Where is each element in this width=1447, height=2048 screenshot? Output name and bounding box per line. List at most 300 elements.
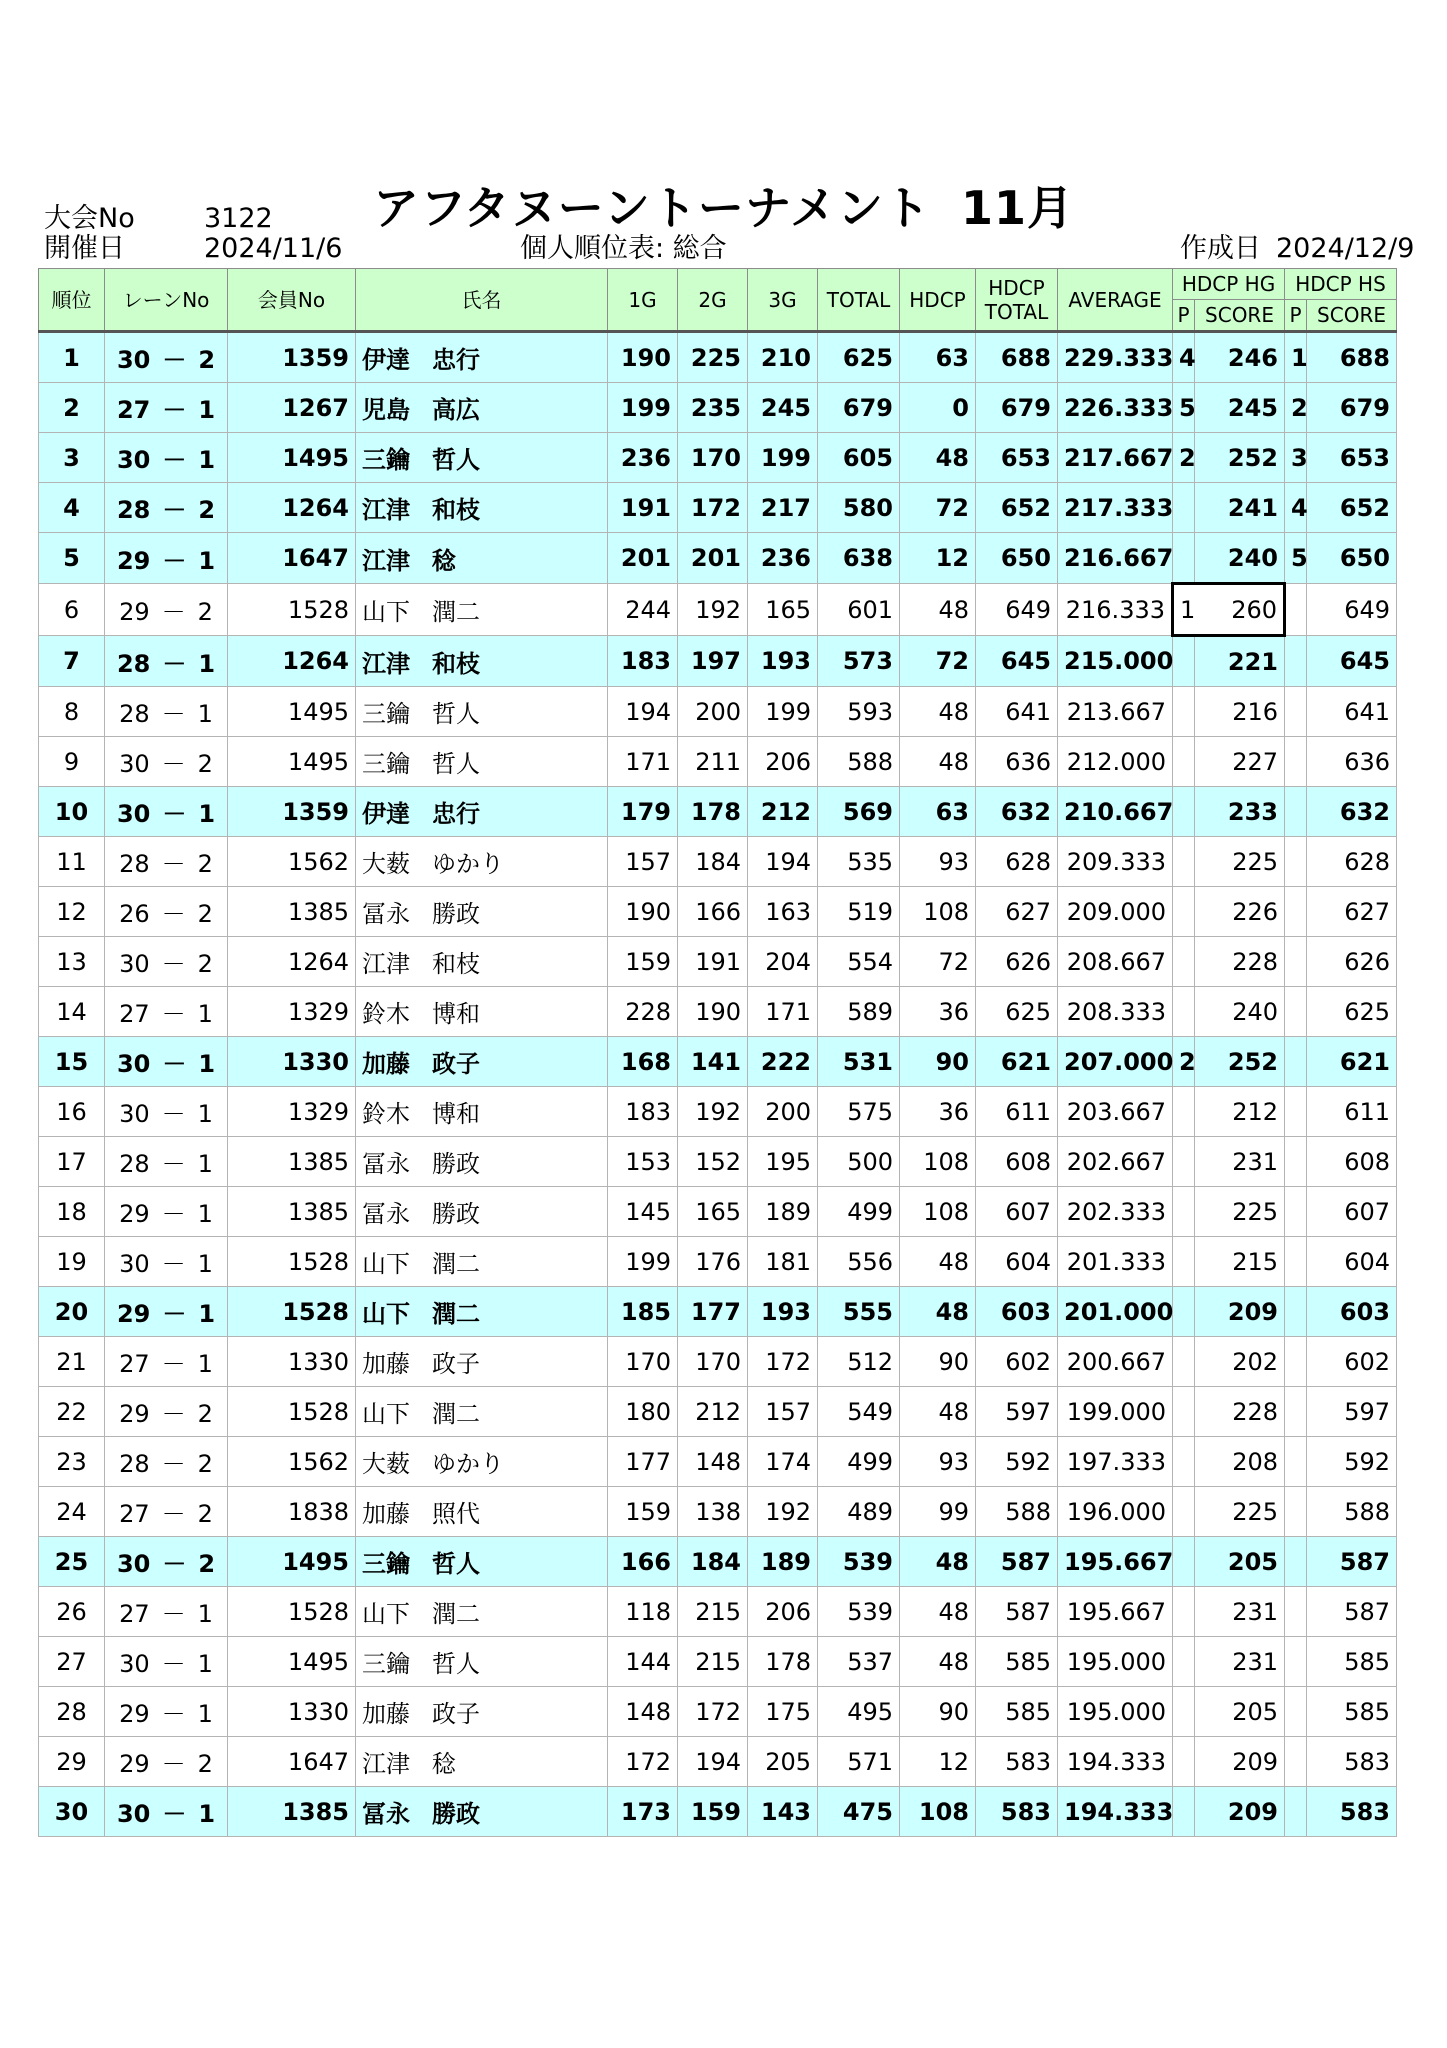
lane-separator: － <box>161 1650 186 1678</box>
hs-score-cell: 592 <box>1307 1437 1397 1487</box>
member-no-cell: 1647 <box>228 533 356 584</box>
lane-side: 2 <box>198 1550 216 1578</box>
event-date: 2024/11/6 <box>204 233 343 264</box>
name-cell <box>356 584 608 636</box>
hg-score-cell: 212 <box>1195 1087 1285 1137</box>
lane-side: 1 <box>198 800 216 828</box>
first-name: ゆかり <box>432 1450 504 1478</box>
lane-side: 1 <box>197 1000 213 1028</box>
name-cell <box>356 687 608 737</box>
average-cell: 195.000 <box>1058 1687 1173 1737</box>
first-name: 博和 <box>432 1000 480 1028</box>
total-cell: 679 <box>818 383 900 433</box>
member-no-cell: 1264 <box>228 636 356 687</box>
game3-cell: 194 <box>748 837 818 887</box>
lane-cell <box>105 332 228 383</box>
lane-side: 1 <box>198 396 216 424</box>
hs-place-cell: 2 <box>1285 383 1307 433</box>
lane-cell <box>105 1187 228 1237</box>
last-name: 山下 <box>362 1400 410 1428</box>
rank-cell: 8 <box>39 687 105 737</box>
col-hs-p: P <box>1285 300 1307 332</box>
hdcp-total-cell: 628 <box>976 837 1058 887</box>
hs-score-cell: 626 <box>1307 937 1397 987</box>
last-name: 江津 <box>362 546 410 575</box>
member-no-cell: 1495 <box>228 1637 356 1687</box>
name-cell <box>356 1687 608 1737</box>
rank-cell: 10 <box>39 787 105 837</box>
game2-cell: 235 <box>678 383 748 433</box>
hg-place-cell <box>1173 1487 1195 1537</box>
game1-cell: 183 <box>608 1087 678 1137</box>
game3-cell: 236 <box>748 533 818 584</box>
lane-separator: － <box>161 850 186 878</box>
game1-cell: 118 <box>608 1587 678 1637</box>
rank-cell: 17 <box>39 1137 105 1187</box>
name-cell <box>356 1787 608 1837</box>
hs-score-cell: 603 <box>1307 1287 1397 1337</box>
total-cell: 495 <box>818 1687 900 1737</box>
hdcp-total-cell: 626 <box>976 937 1058 987</box>
total-cell: 573 <box>818 636 900 687</box>
hg-place-cell: 5 <box>1173 383 1195 433</box>
game2-cell: 170 <box>678 1337 748 1387</box>
hg-score-cell: 231 <box>1195 1637 1285 1687</box>
lane-pair: 28 <box>119 850 150 878</box>
table-row <box>39 737 1397 787</box>
last-name: 伊達 <box>362 346 410 374</box>
event-no: 3122 <box>204 203 273 234</box>
lane-cell <box>105 887 228 937</box>
hg-place-cell <box>1173 837 1195 887</box>
member-no-cell: 1359 <box>228 787 356 837</box>
last-name: 江津 <box>362 649 410 678</box>
lane-pair: 30 <box>116 800 151 828</box>
hg-place-cell <box>1173 737 1195 787</box>
rank-cell: 30 <box>39 1787 105 1837</box>
hg-place-cell <box>1173 636 1195 687</box>
first-name: 潤二 <box>432 1250 480 1278</box>
average-cell: 200.667 <box>1058 1337 1173 1387</box>
lane-cell <box>105 383 228 433</box>
rank-cell: 4 <box>39 483 105 533</box>
name-cell <box>356 1737 608 1787</box>
hdcp-total-cell: 679 <box>976 383 1058 433</box>
hg-place-cell <box>1173 1437 1195 1487</box>
hg-score-cell: 252 <box>1195 433 1285 483</box>
hg-score-cell: 225 <box>1195 1487 1285 1537</box>
game2-cell: 184 <box>678 837 748 887</box>
col-3g: 3G <box>748 269 818 332</box>
total-cell: 580 <box>818 483 900 533</box>
game1-cell: 190 <box>608 887 678 937</box>
hs-place-cell <box>1285 1337 1307 1387</box>
game1-cell: 190 <box>608 332 678 383</box>
created-date: 2024/12/9 <box>1276 233 1415 264</box>
last-name: 大薮 <box>362 1450 410 1478</box>
hg-place-cell <box>1173 1387 1195 1437</box>
lane-cell <box>105 1637 228 1687</box>
table-row <box>39 433 1397 483</box>
rank-cell: 7 <box>39 636 105 687</box>
game2-cell: 172 <box>678 483 748 533</box>
first-name: 勝政 <box>432 900 480 928</box>
total-cell: 605 <box>818 433 900 483</box>
lane-side: 2 <box>197 750 213 778</box>
hdcp-cell: 90 <box>900 1337 976 1387</box>
hg-score-cell: 226 <box>1195 887 1285 937</box>
rank-cell: 6 <box>39 584 105 636</box>
lane-separator: － <box>161 1200 186 1228</box>
hdcp-cell: 12 <box>900 1737 976 1787</box>
lane-cell <box>105 1137 228 1187</box>
lane-pair: 30 <box>116 1800 151 1828</box>
hs-score-cell: 583 <box>1307 1787 1397 1837</box>
lane-side: 1 <box>197 700 213 728</box>
average-cell: 226.333 <box>1058 383 1173 433</box>
lane-separator: － <box>161 1000 186 1028</box>
first-name: 潤二 <box>432 1600 480 1628</box>
name-cell <box>356 887 608 937</box>
game1-cell: 153 <box>608 1137 678 1187</box>
table-row <box>39 1537 1397 1587</box>
average-cell: 215.000 <box>1058 636 1173 687</box>
lane-separator: － <box>161 1450 186 1478</box>
hdcp-cell: 99 <box>900 1487 976 1537</box>
created-label: 作成日 <box>1180 233 1261 264</box>
lane-separator: － <box>161 1600 186 1628</box>
hdcp-total-cell: 649 <box>976 584 1058 636</box>
title-main: アフタヌーントーナメント <box>372 181 931 235</box>
name-cell <box>356 1537 608 1587</box>
hs-score-cell: 652 <box>1307 483 1397 533</box>
hdcp-cell: 93 <box>900 1437 976 1487</box>
game1-cell: 180 <box>608 1387 678 1437</box>
hs-place-cell <box>1285 1437 1307 1487</box>
table-row <box>39 1237 1397 1287</box>
hs-place-cell <box>1285 887 1307 937</box>
lane-cell <box>105 636 228 687</box>
hdcp-cell: 48 <box>900 1637 976 1687</box>
hs-score-cell: 628 <box>1307 837 1397 887</box>
lane-cell <box>105 1737 228 1787</box>
average-cell: 216.667 <box>1058 533 1173 584</box>
hdcp-cell: 72 <box>900 937 976 987</box>
last-name: 山下 <box>362 1250 410 1278</box>
hg-score-cell: 225 <box>1195 837 1285 887</box>
game1-cell: 236 <box>608 433 678 483</box>
game1-cell: 199 <box>608 383 678 433</box>
col-2g: 2G <box>678 269 748 332</box>
game1-cell: 173 <box>608 1787 678 1837</box>
lane-separator: － <box>161 1100 186 1128</box>
lane-cell <box>105 1387 228 1437</box>
rank-cell: 9 <box>39 737 105 787</box>
rank-cell: 19 <box>39 1237 105 1287</box>
game1-cell: 170 <box>608 1337 678 1387</box>
lane-pair: 29 <box>116 546 151 575</box>
first-name: 哲人 <box>432 750 480 778</box>
hg-place-cell <box>1173 483 1195 533</box>
hs-place-cell <box>1285 1187 1307 1237</box>
hdcp-total-cell: 650 <box>976 533 1058 584</box>
hdcp-total-cell: 587 <box>976 1587 1058 1637</box>
name-cell <box>356 787 608 837</box>
member-no-cell: 1528 <box>228 584 356 636</box>
lane-separator: － <box>162 396 187 424</box>
hs-place-cell: 3 <box>1285 433 1307 483</box>
hg-place-cell <box>1173 687 1195 737</box>
lane-cell <box>105 1037 228 1087</box>
member-no-cell: 1359 <box>228 332 356 383</box>
lane-side: 2 <box>198 346 216 374</box>
lane-side: 2 <box>197 1450 213 1478</box>
lane-cell <box>105 1287 228 1337</box>
ranking-table <box>38 268 1397 1837</box>
hdcp-cell: 48 <box>900 1287 976 1337</box>
rank-cell: 18 <box>39 1187 105 1237</box>
rank-cell: 2 <box>39 383 105 433</box>
hdcp-cell: 36 <box>900 1087 976 1137</box>
last-name: 三鑰 <box>362 1550 410 1578</box>
hg-place-cell <box>1173 1687 1195 1737</box>
lane-separator: － <box>161 598 186 626</box>
lane-cell <box>105 483 228 533</box>
game3-cell: 199 <box>748 433 818 483</box>
hs-score-cell: 602 <box>1307 1337 1397 1387</box>
hg-score-cell: 209 <box>1195 1287 1285 1337</box>
game2-cell: 170 <box>678 433 748 483</box>
hs-place-cell <box>1285 1787 1307 1837</box>
last-name: 鈴木 <box>362 1000 410 1028</box>
lane-side: 1 <box>198 649 216 678</box>
lane-cell <box>105 687 228 737</box>
first-name: 和枝 <box>432 950 480 978</box>
name-cell <box>356 533 608 584</box>
lane-cell <box>105 1487 228 1537</box>
game2-cell: 194 <box>678 1737 748 1787</box>
last-name: 三鑰 <box>362 446 410 474</box>
last-name: 江津 <box>362 496 410 524</box>
member-no-cell: 1385 <box>228 1787 356 1837</box>
game3-cell: 206 <box>748 1587 818 1637</box>
game3-cell: 174 <box>748 1437 818 1487</box>
col-member: 会員No <box>228 269 356 332</box>
hdcp-cell: 72 <box>900 483 976 533</box>
lane-side: 2 <box>197 1400 213 1428</box>
member-no-cell: 1528 <box>228 1387 356 1437</box>
table-row <box>39 1487 1397 1537</box>
lane-side: 1 <box>198 546 216 575</box>
name-cell <box>356 483 608 533</box>
lane-cell <box>105 1587 228 1637</box>
average-cell: 212.000 <box>1058 737 1173 787</box>
report-subtitle: 個人順位表: 総合 <box>520 233 727 264</box>
first-name: 哲人 <box>432 1650 480 1678</box>
lane-separator: － <box>161 750 186 778</box>
hdcp-cell: 48 <box>900 1587 976 1637</box>
lane-side: 1 <box>197 1150 213 1178</box>
hg-score-cell: 209 <box>1195 1737 1285 1787</box>
total-cell: 499 <box>818 1187 900 1237</box>
total-cell: 475 <box>818 1787 900 1837</box>
hdcp-cell: 48 <box>900 584 976 636</box>
hg-score-cell: 216 <box>1195 687 1285 737</box>
game2-cell: 200 <box>678 687 748 737</box>
game2-cell: 184 <box>678 1537 748 1587</box>
member-no-cell: 1267 <box>228 383 356 433</box>
hdcp-total-cell: 653 <box>976 433 1058 483</box>
hs-score-cell: 625 <box>1307 987 1397 1037</box>
average-cell: 202.333 <box>1058 1187 1173 1237</box>
hdcp-cell: 0 <box>900 383 976 433</box>
hdcp-total-cell: 585 <box>976 1687 1058 1737</box>
average-cell: 203.667 <box>1058 1087 1173 1137</box>
hg-place-cell <box>1173 887 1195 937</box>
game2-cell: 211 <box>678 737 748 787</box>
game2-cell: 197 <box>678 636 748 687</box>
lane-pair: 28 <box>116 649 151 678</box>
lane-side: 1 <box>198 1300 216 1328</box>
lane-separator: － <box>161 1250 186 1278</box>
hg-score-cell: 205 <box>1195 1537 1285 1587</box>
table-row <box>39 1637 1397 1687</box>
lane-pair: 29 <box>119 1400 150 1428</box>
hdcp-cell: 90 <box>900 1687 976 1737</box>
hs-score-cell: 641 <box>1307 687 1397 737</box>
hs-score-cell: 627 <box>1307 887 1397 937</box>
last-name: 三鑰 <box>362 750 410 778</box>
col-hdcp-total-line2: TOTAL <box>984 299 1049 324</box>
lane-side: 1 <box>197 1650 213 1678</box>
lane-cell <box>105 433 228 483</box>
lane-separator: － <box>161 1500 186 1528</box>
game1-cell: 172 <box>608 1737 678 1787</box>
hdcp-total-cell: 604 <box>976 1237 1058 1287</box>
lane-pair: 30 <box>116 446 151 474</box>
lane-side: 1 <box>197 1600 213 1628</box>
member-no-cell: 1264 <box>228 483 356 533</box>
table-row <box>39 1187 1397 1237</box>
table-row <box>39 837 1397 887</box>
hdcp-total-cell: 587 <box>976 1537 1058 1587</box>
lane-side: 1 <box>197 1350 213 1378</box>
col-hg-p: P <box>1173 300 1195 332</box>
total-cell: 500 <box>818 1137 900 1187</box>
last-name: 冨永 <box>362 1150 410 1178</box>
lane-pair: 30 <box>119 1250 150 1278</box>
average-cell: 213.667 <box>1058 687 1173 737</box>
total-cell: 512 <box>818 1337 900 1387</box>
name-cell <box>356 383 608 433</box>
lane-cell <box>105 533 228 584</box>
col-hdcp-total-line1: HDCP <box>988 275 1045 300</box>
hs-place-cell <box>1285 1387 1307 1437</box>
lane-cell <box>105 1437 228 1487</box>
hg-place-cell: 2 <box>1173 433 1195 483</box>
game2-cell: 148 <box>678 1437 748 1487</box>
hdcp-cell: 108 <box>900 1137 976 1187</box>
game1-cell: 145 <box>608 1187 678 1237</box>
game3-cell: 195 <box>748 1137 818 1187</box>
hdcp-cell: 93 <box>900 837 976 887</box>
game1-cell: 171 <box>608 737 678 787</box>
hdcp-total-cell: 688 <box>976 332 1058 383</box>
name-cell <box>356 1437 608 1487</box>
col-hs-score: SCORE <box>1307 300 1397 332</box>
lane-separator: － <box>162 800 187 828</box>
lane-separator: － <box>162 1300 187 1328</box>
hs-place-cell <box>1285 837 1307 887</box>
first-name: 哲人 <box>432 446 480 474</box>
member-no-cell: 1495 <box>228 1537 356 1587</box>
hg-score-cell: 231 <box>1195 1137 1285 1187</box>
game2-cell: 159 <box>678 1787 748 1837</box>
hdcp-total-cell: 583 <box>976 1787 1058 1837</box>
table-row <box>39 533 1397 584</box>
hdcp-cell: 48 <box>900 1537 976 1587</box>
total-cell: 519 <box>818 887 900 937</box>
col-hdcp: HDCP <box>900 269 976 332</box>
col-hdcp-hs: HDCP HS <box>1285 269 1397 300</box>
lane-side: 2 <box>197 598 213 626</box>
average-cell: 229.333 <box>1058 332 1173 383</box>
name-cell <box>356 332 608 383</box>
page-title <box>0 172 1447 238</box>
game1-cell: 185 <box>608 1287 678 1337</box>
hdcp-cell: 36 <box>900 987 976 1037</box>
hs-score-cell: 588 <box>1307 1487 1397 1537</box>
game2-cell: 201 <box>678 533 748 584</box>
lane-pair: 28 <box>119 700 150 728</box>
member-no-cell: 1330 <box>228 1337 356 1387</box>
table-row <box>39 1387 1397 1437</box>
lane-separator: － <box>162 546 187 575</box>
game2-cell: 192 <box>678 1087 748 1137</box>
hdcp-cell: 48 <box>900 1237 976 1287</box>
game1-cell: 201 <box>608 533 678 584</box>
total-cell: 571 <box>818 1737 900 1787</box>
hdcp-total-cell: 585 <box>976 1637 1058 1687</box>
title-month: 11月 <box>961 181 1075 235</box>
hg-place-cell: 1 <box>1173 584 1195 636</box>
game2-cell: 215 <box>678 1587 748 1637</box>
hdcp-total-cell: 641 <box>976 687 1058 737</box>
game3-cell: 204 <box>748 937 818 987</box>
hdcp-total-cell: 632 <box>976 787 1058 837</box>
name-cell <box>356 433 608 483</box>
rank-cell: 25 <box>39 1537 105 1587</box>
lane-pair: 27 <box>119 1600 150 1628</box>
hdcp-cell: 108 <box>900 1187 976 1237</box>
table-row <box>39 1337 1397 1387</box>
average-cell: 216.333 <box>1058 584 1173 636</box>
rank-cell: 14 <box>39 987 105 1037</box>
rank-cell: 20 <box>39 1287 105 1337</box>
average-cell: 207.000 <box>1058 1037 1173 1087</box>
last-name: 冨永 <box>362 1200 410 1228</box>
first-name: 和枝 <box>432 496 480 524</box>
total-cell: 537 <box>818 1637 900 1687</box>
hdcp-total-cell: 608 <box>976 1137 1058 1187</box>
hg-place-cell <box>1173 787 1195 837</box>
lane-pair: 28 <box>119 1150 150 1178</box>
lane-separator: － <box>161 1750 186 1778</box>
member-no-cell: 1528 <box>228 1587 356 1637</box>
first-name: 潤二 <box>432 598 480 626</box>
lane-separator: － <box>162 1050 187 1078</box>
lane-pair: 29 <box>119 598 150 626</box>
